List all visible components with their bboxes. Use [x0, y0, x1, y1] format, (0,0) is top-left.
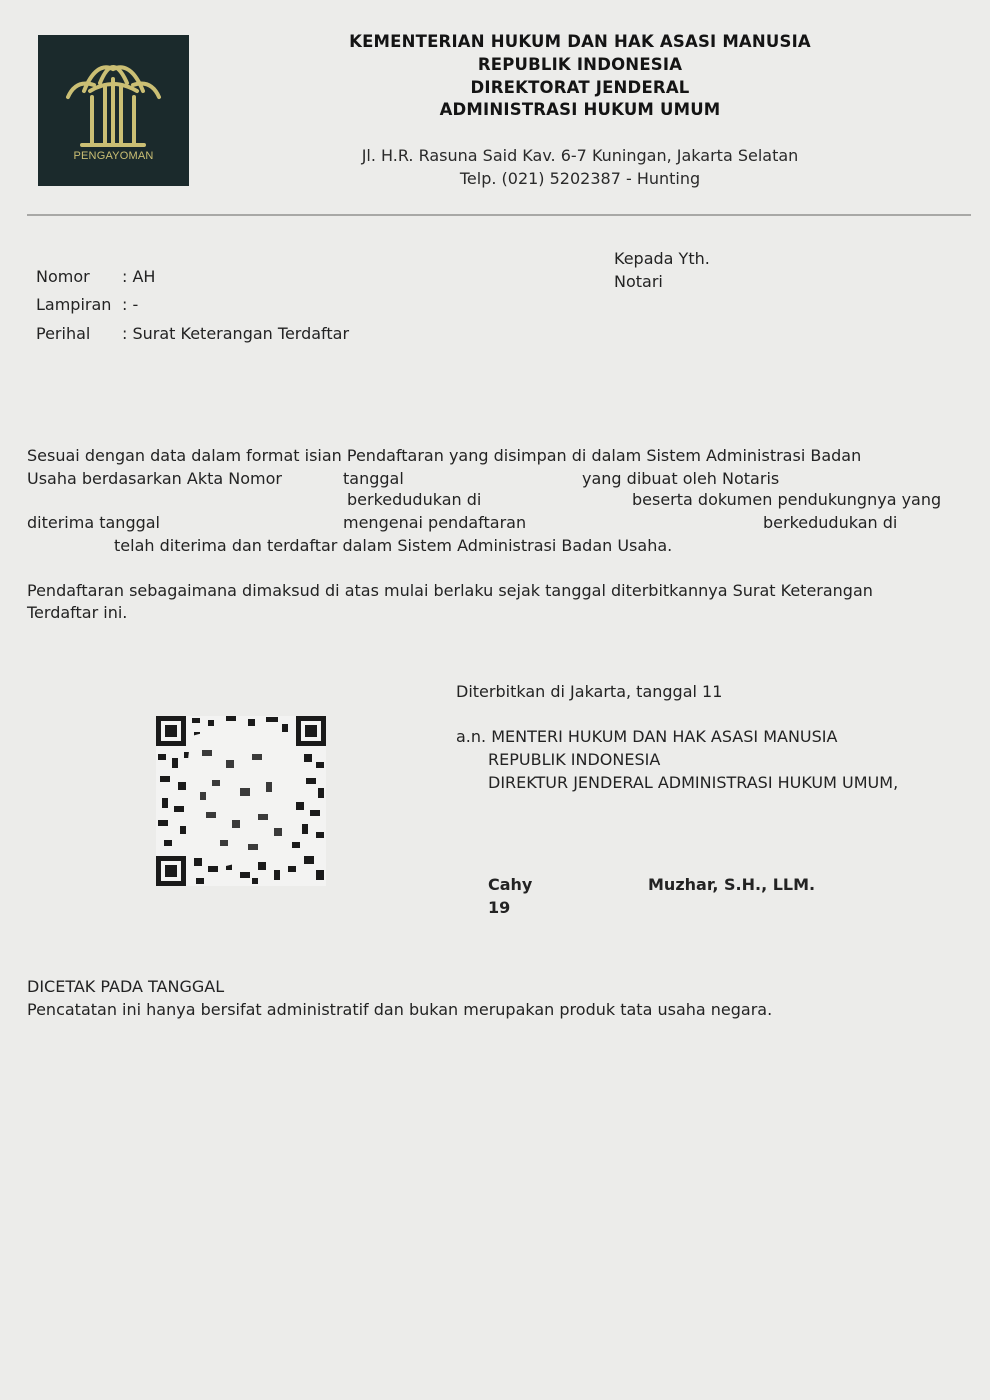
body-p1-line2-tanggal: tanggal	[343, 469, 404, 488]
letterhead-address: Jl. H.R. Rasuna Said Kav. 6-7 Kuningan, Jakarta Selatan	[361, 146, 799, 165]
verification-qr	[156, 716, 326, 886]
lampiran-value: : -	[122, 295, 139, 314]
recipient-name: Notari	[614, 272, 663, 291]
nomor-label: Nomor	[36, 267, 90, 286]
letterhead-line-republic: REPUBLIK INDONESIA	[477, 55, 683, 74]
body-p1-line2-akta: Usaha berdasarkan Akta Nomor	[27, 469, 282, 488]
signatory-name-end: Muzhar, S.H., LLM.	[648, 875, 816, 894]
pengayoman-tree-emblem-icon	[38, 35, 189, 186]
on-behalf-line2: REPUBLIK INDONESIA	[488, 750, 661, 769]
body-p1-line5: telah diterima dan terdaftar dalam Sistem Administrasi Badan Usaha.	[114, 536, 673, 555]
letterhead-line-directorate: DIREKTORAT JENDERAL	[470, 78, 690, 97]
lampiran-label: Lampiran	[36, 295, 112, 314]
header-divider	[27, 214, 971, 216]
body-p1-line3-kedudukan: berkedudukan di	[347, 490, 482, 509]
body-p1-line4-pendaftaran: mengenai pendaftaran	[343, 513, 527, 532]
body-p2-line2: Terdaftar ini.	[27, 603, 128, 622]
body-p1-line4-kedudukan: berkedudukan di	[763, 513, 898, 532]
on-behalf-line1: a.n. MENTERI HUKUM DAN HAK ASASI MANUSIA	[456, 727, 838, 746]
letterhead-line-ministry: KEMENTERIAN HUKUM DAN HAK ASASI MANUSIA	[349, 32, 811, 51]
letterhead-line-ahu: ADMINISTRASI HUKUM UMUM	[439, 100, 721, 119]
signatory-name-start: Cahy	[488, 875, 533, 894]
recipient-greeting: Kepada Yth.	[614, 249, 710, 268]
perihal-value: : Surat Keterangan Terdaftar	[122, 324, 350, 343]
body-p1-line1: Sesuai dengan data dalam format isian Pendaftaran yang disimpan di dalam Sistem Administrasi Badan	[27, 446, 862, 465]
body-p2-line1: Pendaftaran sebagaimana dimaksud di atas mulai berlaku sejak tanggal diterbitkannya Surat Keterangan	[27, 581, 873, 600]
logo-text: PENGAYOMAN	[73, 150, 154, 162]
ministry-logo	[38, 35, 189, 186]
printed-date: DICETAK PADA TANGGAL	[27, 977, 225, 996]
nomor-value: : AH	[122, 267, 156, 286]
body-p1-line3-dokumen: beserta dokumen pendukungnya yang	[632, 490, 942, 509]
issued-place-date: Diterbitkan di Jakarta, tanggal 11	[456, 682, 723, 701]
footer-disclaimer: Pencatatan ini hanya bersifat administratif dan bukan merupakan produk tata usaha negara.	[27, 1000, 773, 1019]
letterhead-phone: Telp. (021) 5202387 - Hunting	[459, 169, 701, 188]
perihal-label: Perihal	[36, 324, 91, 343]
body-p1-line4-diterima: diterima tanggal	[27, 513, 160, 532]
body-p1-line2-notaris: yang dibuat oleh Notaris	[582, 469, 780, 488]
on-behalf-line3: DIREKTUR JENDERAL ADMINISTRASI HUKUM UMUM,	[488, 773, 899, 792]
qr-code-icon	[156, 716, 326, 886]
signatory-nip: 19	[488, 898, 511, 917]
